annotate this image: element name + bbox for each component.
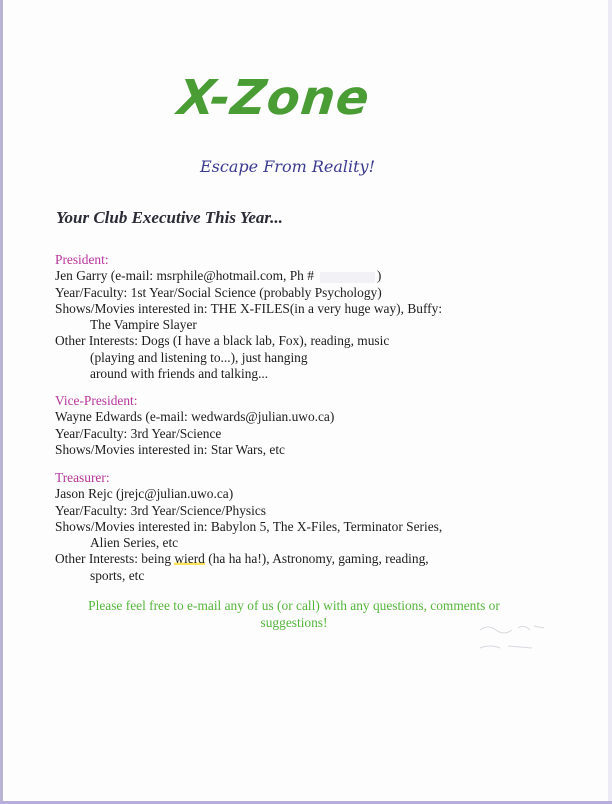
closing-line-2: suggestions!	[260, 615, 328, 630]
treasurer-interests-prefix: Other Interests: being	[55, 551, 172, 567]
highlighted-word: wierd	[174, 551, 205, 567]
closing-message	[60, 597, 528, 631]
treasurer-interests	[55, 551, 442, 567]
vice-president-year-faculty: Year/Faculty: 3rd Year/Science	[55, 425, 222, 441]
president-shows-cont: The Vampire Slayer	[90, 317, 197, 333]
redacted-phone	[320, 272, 375, 283]
role-label-vice-president: Vice-President:	[55, 393, 138, 408]
vice-president-section	[55, 393, 334, 458]
faint-pencil-scribble	[478, 620, 558, 663]
club-subtitle: Escape From Reality!	[200, 157, 376, 176]
president-section	[55, 252, 442, 382]
president-contact-end: )	[376, 268, 382, 284]
president-year-faculty: Year/Faculty: 1st Year/Social Science (probably Psychology)	[55, 284, 382, 300]
president-contact	[55, 268, 442, 284]
page-edge-shadow	[0, 0, 3, 804]
closing-line-1: Please feel free to e-mail any of us (or call) with any questions, comments or	[88, 598, 500, 613]
treasurer-shows: Shows/Movies interested in: Babylon 5, The X-Files, Terminator Series,	[55, 518, 443, 534]
section-heading: Your Club Executive This Year...	[56, 208, 283, 227]
club-title: X-Zone	[175, 70, 373, 126]
president-shows: Shows/Movies interested in: THE X-FILES(in a very huge way), Buffy:	[55, 300, 443, 316]
treasurer-shows-cont: Alien Series, etc	[90, 535, 179, 551]
role-label-treasurer: Treasurer:	[55, 470, 110, 485]
page-edge-shadow-right	[608, 0, 612, 804]
role-label-president: President:	[55, 252, 109, 267]
president-interests: Other Interests: Dogs (I have a black lab, Fox), reading, music	[55, 333, 390, 349]
vice-president-contact: Wayne Edwards (e-mail: wedwards@julian.uwo.ca)	[55, 409, 335, 425]
treasurer-section	[55, 470, 442, 584]
treasurer-interests-suffix: (ha ha ha!), Astronomy, gaming, reading,	[208, 551, 429, 567]
vice-president-shows: Shows/Movies interested in: Star Wars, etc	[55, 441, 286, 457]
treasurer-interests-cont: sports, etc	[90, 567, 145, 583]
treasurer-contact: Jason Rejc (jrejc@julian.uwo.ca)	[55, 486, 234, 502]
treasurer-year-faculty: Year/Faculty: 3rd Year/Science/Physics	[55, 502, 267, 518]
president-contact-text: Jen Garry (e-mail: msrphile@hotmail.com, Ph #	[55, 268, 314, 284]
president-interests-cont: (playing and listening to...), just hanging	[90, 349, 308, 365]
president-interests-cont2: around with friends and talking...	[90, 366, 269, 382]
